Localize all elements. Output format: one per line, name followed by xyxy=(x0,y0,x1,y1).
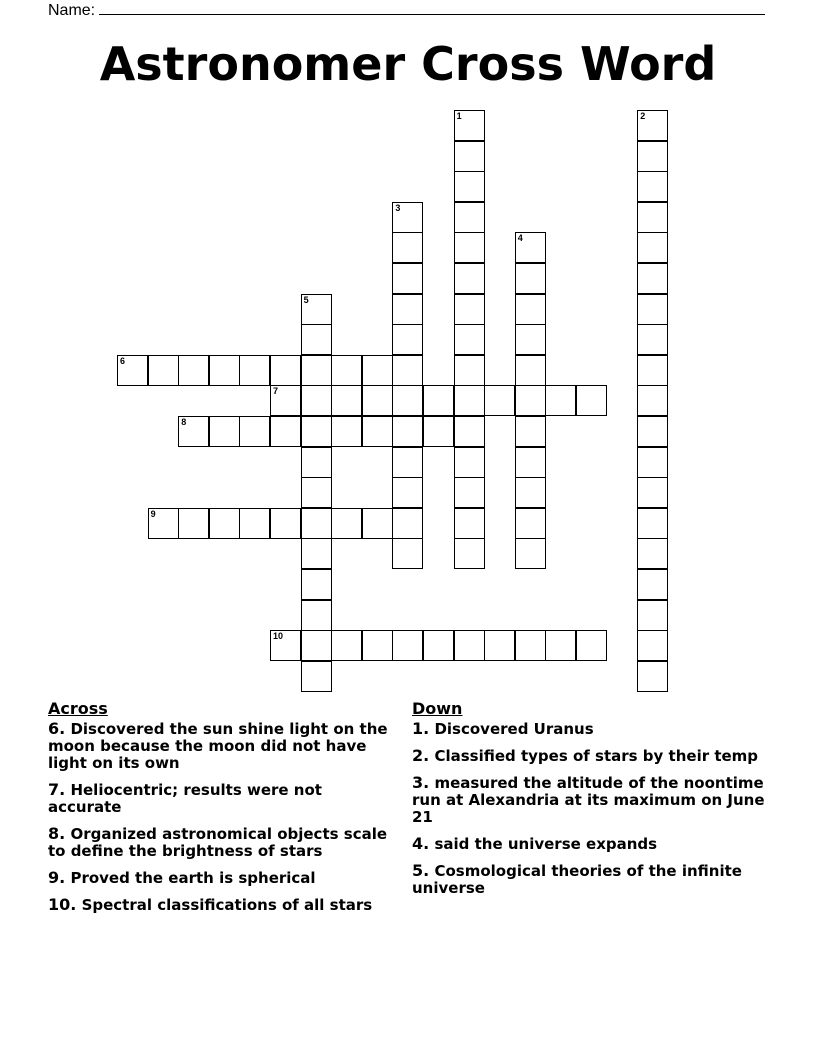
grid-cell[interactable] xyxy=(515,294,546,325)
grid-cell[interactable] xyxy=(301,447,332,478)
grid-cell[interactable] xyxy=(239,355,270,386)
cell-number: 2 xyxy=(640,111,646,121)
across-heading: Across xyxy=(48,699,108,718)
grid-cell[interactable] xyxy=(637,110,668,141)
grid-cell[interactable] xyxy=(454,202,485,233)
grid-cell[interactable] xyxy=(148,508,179,539)
cell-number: 9 xyxy=(150,508,156,519)
grid-cell[interactable] xyxy=(637,416,668,447)
grid-cell[interactable] xyxy=(331,355,362,386)
down-heading: Down xyxy=(412,699,463,718)
grid-cell[interactable] xyxy=(484,385,515,416)
grid-cell[interactable] xyxy=(270,416,301,447)
grid-cell[interactable] xyxy=(576,385,607,416)
grid-cell[interactable] xyxy=(515,355,546,386)
grid-cell[interactable] xyxy=(454,232,485,263)
grid-cell[interactable] xyxy=(637,630,668,661)
cell-number: 1 xyxy=(456,111,462,121)
clue-down-3: 3. measured the altitude of the noontime run at Alexandria at its maximum on June 21 xyxy=(412,773,765,826)
clue-down-4: 4. said the universe expands xyxy=(412,834,658,853)
name-label: Name: xyxy=(48,2,96,19)
grid-cell[interactable] xyxy=(301,600,332,631)
grid-cell[interactable] xyxy=(637,600,668,631)
grid-cell[interactable] xyxy=(239,416,270,447)
grid-cell[interactable] xyxy=(362,416,393,447)
grid-cell[interactable] xyxy=(637,355,668,386)
clue-down-1: 1. Discovered Uranus xyxy=(412,719,594,738)
grid-cell[interactable] xyxy=(362,508,393,539)
grid-cell[interactable] xyxy=(637,141,668,172)
grid-cell[interactable] xyxy=(454,294,485,325)
grid-cell[interactable] xyxy=(515,416,546,447)
grid-cell[interactable] xyxy=(301,324,332,355)
grid-cell[interactable] xyxy=(392,263,423,294)
grid-cell[interactable] xyxy=(301,416,332,447)
grid-cell[interactable] xyxy=(331,630,362,661)
grid-cell[interactable] xyxy=(454,171,485,202)
grid-cell[interactable] xyxy=(392,508,423,539)
grid-cell[interactable] xyxy=(454,508,485,539)
grid-cell[interactable] xyxy=(301,477,332,508)
grid-cell[interactable] xyxy=(637,294,668,325)
grid-cell[interactable] xyxy=(454,110,485,141)
grid-cell[interactable] xyxy=(423,385,454,416)
grid-cell[interactable] xyxy=(270,385,301,416)
grid-cell[interactable] xyxy=(515,324,546,355)
grid-cell[interactable] xyxy=(301,630,332,661)
name-line xyxy=(48,0,765,20)
grid-cell[interactable] xyxy=(239,508,270,539)
down-clues xyxy=(412,700,772,906)
grid-cell[interactable] xyxy=(454,630,485,661)
grid-cell[interactable] xyxy=(637,232,668,263)
grid-cell[interactable] xyxy=(392,324,423,355)
grid-cell[interactable] xyxy=(454,416,485,447)
cell-number: 6 xyxy=(120,355,126,366)
grid-cell[interactable] xyxy=(637,385,668,416)
grid-cell[interactable] xyxy=(331,385,362,416)
clue-down-2: 2. Classified types of stars by their temp xyxy=(412,746,759,765)
grid-cell[interactable] xyxy=(515,447,546,478)
grid-cell[interactable] xyxy=(392,202,423,233)
grid-cell[interactable] xyxy=(454,385,485,416)
name-write-line[interactable] xyxy=(99,0,765,15)
grid-cell[interactable] xyxy=(178,416,209,447)
cell-number: 5 xyxy=(303,294,309,305)
grid-cell[interactable] xyxy=(301,569,332,600)
grid-cell[interactable] xyxy=(392,477,423,508)
grid-cell[interactable] xyxy=(270,508,301,539)
grid-cell[interactable] xyxy=(637,661,668,692)
grid-cell[interactable] xyxy=(392,232,423,263)
grid-cell[interactable] xyxy=(392,538,423,569)
grid-cell[interactable] xyxy=(515,232,546,263)
clue-down-5: 5. Cosmological theories of the infinite universe xyxy=(412,861,742,897)
grid-cell[interactable] xyxy=(454,355,485,386)
grid-cell[interactable] xyxy=(209,508,240,539)
grid-cell[interactable] xyxy=(301,538,332,569)
clue-across-9: 9. Proved the earth is spherical xyxy=(48,868,316,887)
grid-cell[interactable] xyxy=(178,355,209,386)
grid-cell[interactable] xyxy=(301,661,332,692)
grid-cell[interactable] xyxy=(392,447,423,478)
grid-cell[interactable] xyxy=(515,538,546,569)
grid-cell[interactable] xyxy=(484,630,515,661)
grid-cell[interactable] xyxy=(209,355,240,386)
grid-cell[interactable] xyxy=(454,324,485,355)
grid-cell[interactable] xyxy=(362,355,393,386)
page-title: Astronomer Cross Word xyxy=(99,37,717,91)
grid-cell[interactable] xyxy=(637,538,668,569)
cell-number: 10 xyxy=(273,631,284,642)
clue-across-10: 10. Spectral classifications of all stars xyxy=(48,895,373,914)
grid-cell[interactable] xyxy=(637,477,668,508)
clue-across-7: 7. Heliocentric; results were not accurate xyxy=(48,780,322,816)
grid-cell[interactable] xyxy=(545,630,576,661)
grid-cell[interactable] xyxy=(515,508,546,539)
grid-cell[interactable] xyxy=(362,385,393,416)
grid-cell[interactable] xyxy=(392,385,423,416)
grid-cell[interactable] xyxy=(392,355,423,386)
grid-cell[interactable] xyxy=(637,508,668,539)
cell-number: 3 xyxy=(395,202,401,213)
grid-cell[interactable] xyxy=(392,630,423,661)
grid-cell[interactable] xyxy=(362,630,393,661)
grid-cell[interactable] xyxy=(270,630,301,661)
grid-cell[interactable] xyxy=(301,294,332,325)
grid-cell[interactable] xyxy=(209,416,240,447)
grid-cell[interactable] xyxy=(515,263,546,294)
clue-across-6: 6. Discovered the sun shine light on the moon because the moon did not have light on its own xyxy=(48,719,388,772)
grid-cell[interactable] xyxy=(423,416,454,447)
grid-cell[interactable] xyxy=(637,171,668,202)
grid-cell[interactable] xyxy=(301,355,332,386)
grid-cell[interactable] xyxy=(637,202,668,233)
grid-cell[interactable] xyxy=(270,355,301,386)
grid-cell[interactable] xyxy=(515,630,546,661)
cell-number: 7 xyxy=(273,386,279,397)
grid-cell[interactable] xyxy=(392,294,423,325)
cell-number: 4 xyxy=(517,233,523,244)
grid-cell[interactable] xyxy=(637,447,668,478)
grid-cell[interactable] xyxy=(392,416,423,447)
grid-cell[interactable] xyxy=(423,630,454,661)
cell-number: 8 xyxy=(181,417,187,427)
grid-cell[interactable] xyxy=(576,630,607,661)
grid-cell[interactable] xyxy=(454,538,485,569)
grid-cell[interactable] xyxy=(178,508,209,539)
grid-cell[interactable] xyxy=(515,477,546,508)
grid-cell[interactable] xyxy=(331,416,362,447)
grid-cell[interactable] xyxy=(454,477,485,508)
clue-across-8: 8. Organized astronomical objects scale to define the brightness of stars xyxy=(48,824,388,860)
grid-cell[interactable] xyxy=(331,508,362,539)
grid-cell[interactable] xyxy=(454,447,485,478)
grid-cell[interactable] xyxy=(148,355,179,386)
grid-cell[interactable] xyxy=(545,385,576,416)
grid-cell[interactable] xyxy=(117,355,148,386)
grid-cell[interactable] xyxy=(637,263,668,294)
grid-cell[interactable] xyxy=(301,385,332,416)
grid-cell[interactable] xyxy=(637,569,668,600)
grid-cell[interactable] xyxy=(454,263,485,294)
grid-cell[interactable] xyxy=(515,385,546,416)
across-clues xyxy=(48,700,393,923)
grid-cell[interactable] xyxy=(454,141,485,172)
grid-cell[interactable] xyxy=(637,324,668,355)
grid-cell[interactable] xyxy=(301,508,332,539)
